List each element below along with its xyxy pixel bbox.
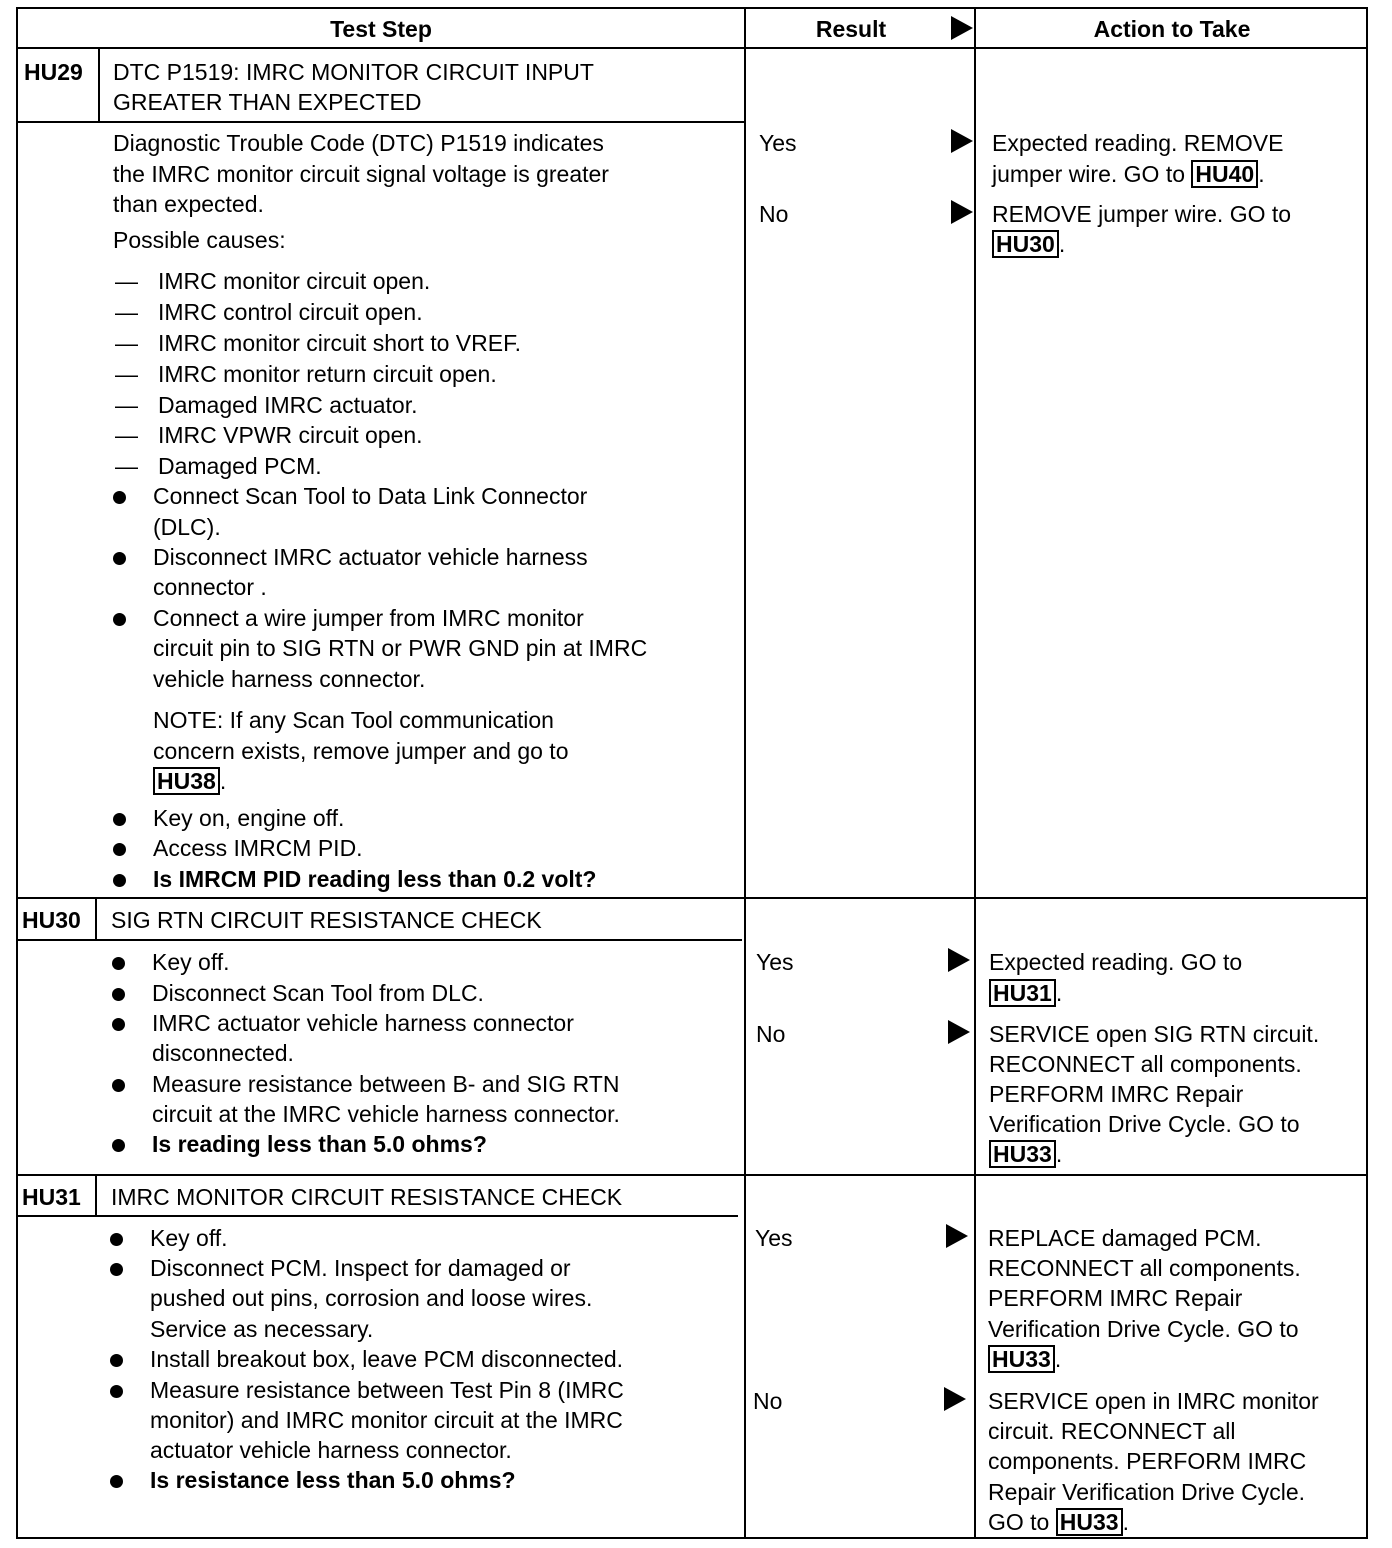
step-line: IMRC actuator vehicle harness connector xyxy=(152,1010,574,1036)
step-line: (DLC). xyxy=(153,514,221,540)
hu30-link[interactable]: HU30 xyxy=(992,230,1059,258)
step-line: Disconnect PCM. Inspect for damaged or xyxy=(150,1255,571,1281)
hu30-id: HU30 xyxy=(22,907,81,933)
cause-dash: — xyxy=(115,330,138,356)
hu29-no-action-line1: REMOVE jumper wire. GO to xyxy=(992,201,1292,227)
hu30-no-action-line: RECONNECT all components. xyxy=(989,1051,1302,1077)
cause-item: IMRC monitor circuit short to VREF. xyxy=(158,330,521,356)
hu30-yes-action-line2: HU31 . xyxy=(989,978,1062,1009)
bullet-icon xyxy=(110,1354,123,1367)
hu31-id-rule xyxy=(95,1174,97,1216)
hu29-title-rule xyxy=(16,121,746,123)
cause-dash: — xyxy=(115,392,138,418)
hu30-question: Is reading less than 5.0 ohms? xyxy=(152,1131,487,1157)
hu29-possible-causes: Possible causes: xyxy=(113,227,286,253)
hu29-question: Is IMRCM PID reading less than 0.2 volt? xyxy=(153,866,597,892)
cause-dash: — xyxy=(115,299,138,325)
step-line: disconnected. xyxy=(152,1040,294,1066)
step-line: Measure resistance between B- and SIG RTN xyxy=(152,1071,620,1097)
step-line: Service as necessary. xyxy=(150,1316,374,1342)
step-line: circuit at the IMRC vehicle harness connector. xyxy=(152,1101,620,1127)
hu29-id-rule xyxy=(98,47,100,122)
step-line: Install breakout box, leave PCM disconnected. xyxy=(150,1346,624,1372)
bullet-icon xyxy=(112,1079,125,1092)
hu29-title-line2: GREATER THAN EXPECTED xyxy=(113,89,422,115)
header-action: Action to Take xyxy=(1093,16,1251,42)
hu29-desc-line2: the IMRC monitor circuit signal voltage is greater xyxy=(113,161,609,187)
step-line: monitor) and IMRC monitor circuit at the IMRC xyxy=(150,1407,623,1433)
hu31-id: HU31 xyxy=(22,1184,81,1210)
step-line: Measure resistance between Test Pin 8 (IMRC xyxy=(150,1377,624,1403)
hu33-link[interactable]: HU33 xyxy=(1056,1508,1123,1536)
hu29-yes-action-line2: jumper wire. GO to HU40 . xyxy=(992,161,1265,187)
hu31-rule xyxy=(16,1174,1368,1176)
action-column-rule xyxy=(974,7,976,1539)
hu30-no-action-line: Verification Drive Cycle. GO to xyxy=(989,1111,1300,1137)
hu31-yes-action-ref: HU33 . xyxy=(988,1344,1061,1375)
hu30-no-action-ref: HU33 . xyxy=(989,1139,1062,1170)
arrow-icon xyxy=(944,1387,966,1411)
bullet-icon xyxy=(112,1139,125,1152)
step-line: Disconnect IMRC actuator vehicle harness xyxy=(153,544,588,570)
hu29-title-line1: DTC P1519: IMRC MONITOR CIRCUIT INPUT xyxy=(113,59,594,85)
hu30-no-action-line: PERFORM IMRC Repair xyxy=(989,1081,1244,1107)
bullet-icon xyxy=(113,843,126,856)
hu29-no: No xyxy=(759,201,789,227)
cause-item: IMRC monitor circuit open. xyxy=(158,268,431,294)
hu31-yes-action-line: RECONNECT all components. xyxy=(988,1255,1301,1281)
bullet-icon xyxy=(110,1263,123,1276)
hu31-yes: Yes xyxy=(755,1225,793,1251)
hu38-link[interactable]: HU38 xyxy=(153,767,220,795)
cause-dash: — xyxy=(115,268,138,294)
bullet-icon xyxy=(112,988,125,1001)
hu31-no-action-line: components. PERFORM IMRC xyxy=(988,1448,1307,1474)
step-line: Connect a wire jumper from IMRC monitor xyxy=(153,605,584,631)
arrow-icon xyxy=(948,948,970,972)
note-line: NOTE: If any Scan Tool communication xyxy=(153,707,554,733)
hu33-link[interactable]: HU33 xyxy=(988,1345,1055,1373)
hu31-yes-action-line: Verification Drive Cycle. GO to xyxy=(988,1316,1299,1342)
bullet-icon xyxy=(112,1018,125,1031)
step-line: Access IMRCM PID. xyxy=(153,835,363,861)
step-line: Connect Scan Tool to Data Link Connector xyxy=(153,483,588,509)
bullet-icon xyxy=(110,1385,123,1398)
result-column-rule xyxy=(744,7,746,1539)
step-line: Key off. xyxy=(152,949,230,975)
step-line: Key on, engine off. xyxy=(153,805,345,831)
bullet-icon xyxy=(113,491,126,504)
hu31-question: Is resistance less than 5.0 ohms? xyxy=(150,1467,516,1493)
bullet-icon xyxy=(110,1233,123,1246)
step-line: actuator vehicle harness connector. xyxy=(150,1437,512,1463)
hu31-yes-action-line: REPLACE damaged PCM. xyxy=(988,1225,1262,1251)
arrow-icon xyxy=(946,1224,968,1248)
bullet-icon xyxy=(112,957,125,970)
hu31-no: No xyxy=(753,1388,783,1414)
cause-dash: — xyxy=(115,453,138,479)
arrow-icon xyxy=(951,200,973,224)
note-line: concern exists, remove jumper and go to xyxy=(153,738,569,764)
header-arrow-icon xyxy=(951,16,973,40)
hu31-no-action-line: circuit. RECONNECT all xyxy=(988,1418,1236,1444)
cause-dash: — xyxy=(115,422,138,448)
hu31-no-action-line: SERVICE open in IMRC monitor xyxy=(988,1388,1319,1414)
hu29-desc-line1: Diagnostic Trouble Code (DTC) P1519 indicates xyxy=(113,130,604,156)
step-line: circuit pin to SIG RTN or PWR GND pin at IMRC xyxy=(153,635,648,661)
cause-item: IMRC control circuit open. xyxy=(158,299,423,325)
bullet-icon xyxy=(113,613,126,626)
header-test-step: Test Step xyxy=(330,16,432,42)
cause-item: IMRC monitor return circuit open. xyxy=(158,361,497,387)
hu31-yes-action-line: PERFORM IMRC Repair xyxy=(988,1285,1243,1311)
hu30-rule xyxy=(16,897,1368,899)
hu30-title-rule xyxy=(16,939,742,941)
step-line: vehicle harness connector. xyxy=(153,666,426,692)
bullet-icon xyxy=(113,874,126,887)
hu30-yes-action-line1: Expected reading. GO to xyxy=(989,949,1243,975)
step-line: connector . xyxy=(153,574,267,600)
note-ref-line: HU38 . xyxy=(153,766,226,797)
hu29-desc-line3: than expected. xyxy=(113,191,264,217)
cause-item: Damaged IMRC actuator. xyxy=(158,392,418,418)
hu29-yes: Yes xyxy=(759,130,797,156)
hu31-link[interactable]: HU31 xyxy=(989,979,1056,1007)
hu31-title: IMRC MONITOR CIRCUIT RESISTANCE CHECK xyxy=(111,1184,623,1210)
hu30-title: SIG RTN CIRCUIT RESISTANCE CHECK xyxy=(111,907,542,933)
header-rule xyxy=(16,47,1368,49)
hu29-no-action-line2: HU30 . xyxy=(992,229,1065,260)
hu31-no-action-line: Repair Verification Drive Cycle. xyxy=(988,1479,1306,1505)
bullet-icon xyxy=(110,1475,123,1488)
arrow-icon xyxy=(951,129,973,153)
step-line: Disconnect Scan Tool from DLC. xyxy=(152,980,484,1006)
hu40-link[interactable]: HU40 xyxy=(1191,160,1258,188)
hu31-title-rule xyxy=(16,1215,738,1217)
header-result: Result xyxy=(815,16,887,42)
hu30-yes: Yes xyxy=(756,949,794,975)
hu31-no-action-line: GO to HU33 . xyxy=(988,1509,1129,1535)
hu33-link[interactable]: HU33 xyxy=(989,1140,1056,1168)
step-line: pushed out pins, corrosion and loose wires. xyxy=(150,1285,593,1311)
cause-item: Damaged PCM. xyxy=(158,453,322,479)
hu29-id: HU29 xyxy=(24,59,83,85)
hu30-no: No xyxy=(756,1021,786,1047)
bullet-icon xyxy=(113,552,126,565)
hu30-id-rule xyxy=(95,897,97,940)
hu29-yes-action-line1: Expected reading. REMOVE xyxy=(992,130,1284,156)
arrow-icon xyxy=(948,1020,970,1044)
cause-dash: — xyxy=(115,361,138,387)
bullet-icon xyxy=(113,813,126,826)
hu30-no-action-line: SERVICE open SIG RTN circuit. xyxy=(989,1021,1320,1047)
step-line: Key off. xyxy=(150,1225,228,1251)
cause-item: IMRC VPWR circuit open. xyxy=(158,422,423,448)
